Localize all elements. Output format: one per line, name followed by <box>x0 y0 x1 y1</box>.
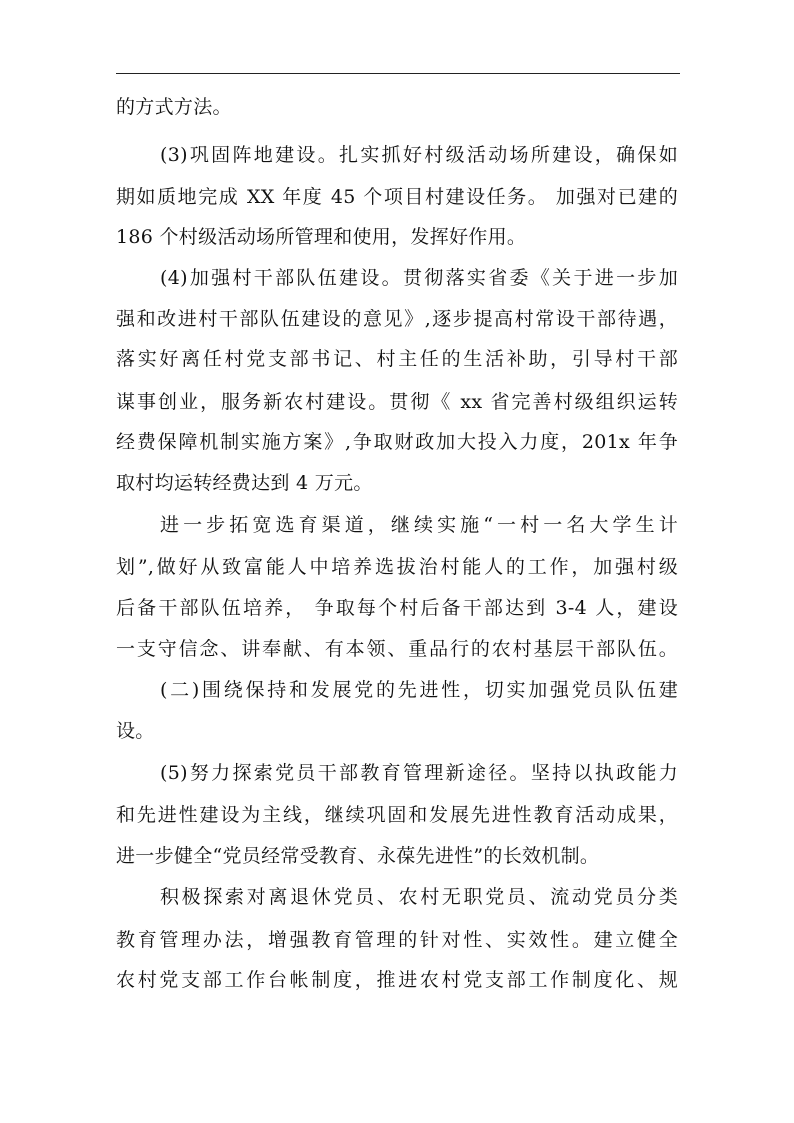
text-line: 一支守信念、讲奉献、有本领、重品行的农村基层干部队伍。 <box>116 638 678 660</box>
text-line: 取村均运转经费达到 4 万元。 <box>116 472 373 494</box>
text-line: 积极探索对离退休党员、农村无职党员、流动党员分类 <box>160 886 678 908</box>
text-line: 经费保障机制实施方案》,争取财政加大投入力度，201x 年争 <box>116 431 678 453</box>
header-rule <box>116 73 680 74</box>
text-line: 和先进性建设为主线，继续巩固和发展先进性教育活动成果， <box>116 804 678 826</box>
text-line: 的方式方法。 <box>116 96 232 118</box>
text-line: 教育管理办法，增强教育管理的针对性、实效性。建立健全 <box>116 929 678 951</box>
text-line: 划”,做好从致富能人中培养选拔治村能人的工作，加强村级 <box>116 556 678 578</box>
text-line: 期如质地完成 XX 年度 45 个项目村建设任务。 加强对已建的 <box>116 186 678 208</box>
text-line: 后备干部队伍培养， 争取每个村后备干部达到 3-4 人，建设 <box>116 597 678 619</box>
text-line: (3)巩固阵地建设。扎实抓好村级活动场所建设，确保如 <box>160 144 678 166</box>
text-line: 落实好离任村党支部书记、村主任的生活补助，引导村干部 <box>116 348 678 370</box>
text-line: (4)加强村干部队伍建设。贯彻落实省委《关于进一步加 <box>160 267 678 289</box>
text-line: 强和改进村干部队伍建设的意见》,逐步提高村常设干部待遇， <box>116 308 678 330</box>
text-line: (二)围绕保持和发展党的先进性，切实加强党员队伍建 <box>160 679 678 701</box>
text-line: 进一步健全“党员经常受教育、永葆先进性”的长效机制。 <box>116 845 600 867</box>
text-line: 进一步拓宽选育渠道，继续实施“一村一名大学生计 <box>160 514 678 536</box>
text-line: 谋事创业，服务新农村建设。贯彻《 xx 省完善村级组织运转 <box>116 391 678 413</box>
text-line: 设。 <box>116 720 155 742</box>
text-line: 186 个村级活动场所管理和使用，发挥好作用。 <box>116 226 527 248</box>
text-line: 农村党支部工作台帐制度，推进农村党支部工作制度化、规 <box>116 969 678 991</box>
text-line: (5)努力探索党员干部教育管理新途径。坚持以执政能力 <box>160 762 678 784</box>
